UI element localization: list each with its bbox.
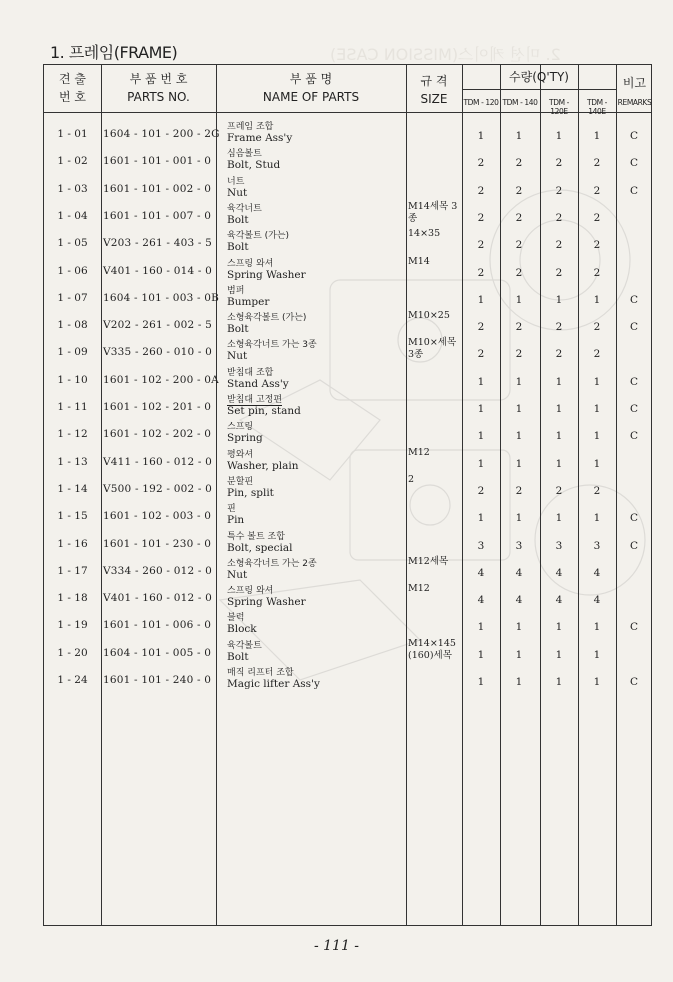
item-number: 1 - 03: [57, 182, 88, 195]
part-name-kr: 너트: [227, 176, 245, 187]
size-spec: M12: [408, 446, 430, 458]
qty-tdm-120: 2: [477, 239, 485, 252]
size-spec: 14×35: [408, 228, 441, 240]
qty-tdm-120: 1: [477, 403, 485, 415]
part-name-kr: 소형육각볼트 (가는): [227, 313, 307, 324]
item-number: 1 - 01: [57, 128, 88, 140]
qty-tdm-120: 2: [477, 484, 485, 497]
part-name-en: Block: [227, 623, 257, 636]
parts-number: 1601 - 101 - 006 - 0: [103, 619, 212, 632]
qty-tdm-120e: 3: [555, 539, 563, 552]
item-number: 1 - 11: [57, 401, 88, 413]
part-name-en: Spring: [227, 432, 263, 445]
item-number: 1 - 10: [57, 373, 88, 386]
qty-tdm-140e: 1: [593, 130, 601, 142]
qty-tdm-140e: 1: [593, 403, 601, 415]
part-name-en: Bolt: [227, 241, 249, 254]
qty-tdm-140e: 2: [593, 321, 601, 334]
remark: C: [629, 403, 639, 415]
part-name-kr: 블럭: [227, 613, 245, 624]
part-name-kr: 육각볼트 (가는): [227, 231, 290, 242]
qty-tdm-140e: 3: [593, 539, 601, 552]
qty-tdm-120e: 2: [555, 184, 563, 197]
parts-number: 1601 - 102 - 201 - 0: [103, 401, 212, 413]
qty-tdm-140: 2: [515, 239, 523, 252]
header-model-tdm-140: TDM - 140: [502, 98, 538, 107]
table-row: [44, 504, 651, 531]
qty-tdm-120e: 1: [555, 621, 563, 634]
parts-number: V411 - 160 - 012 - 0: [103, 455, 213, 468]
parts-number: 1604 - 101 - 005 - 0: [103, 646, 212, 659]
part-name-kr: 심음볼트: [227, 149, 262, 160]
part-name-en: Pin: [227, 514, 245, 527]
table-row: [44, 473, 651, 504]
header-remarks-kr: 비고: [622, 76, 647, 90]
remark: C: [629, 512, 639, 525]
item-number: 1 - 20: [57, 646, 88, 659]
item-number: 1 - 15: [57, 510, 88, 523]
qty-tdm-120: 1: [477, 457, 485, 470]
qty-tdm-140e: 1: [593, 430, 601, 443]
table-row: [44, 122, 651, 149]
qty-tdm-140: 4: [515, 594, 523, 607]
part-name-en: Bolt, Stud: [227, 159, 281, 172]
qty-tdm-120: 1: [477, 130, 485, 142]
part-name-kr: 핀: [227, 504, 236, 515]
qty-tdm-140e: 2: [593, 266, 601, 279]
table-row: [44, 555, 651, 586]
page-number: - 111 -: [313, 938, 360, 954]
qty-tdm-120e: 2: [555, 211, 563, 224]
part-name-en: Washer, plain: [227, 459, 299, 472]
qty-tdm-120e: 2: [555, 239, 563, 252]
item-number: 1 - 06: [57, 264, 88, 277]
qty-tdm-120: 2: [477, 266, 485, 279]
item-number: 1 - 08: [57, 319, 88, 332]
parts-number: 1601 - 102 - 202 - 0: [103, 428, 212, 441]
qty-tdm-140: 4: [515, 566, 523, 579]
table-row: [44, 395, 651, 422]
qty-tdm-140: 1: [515, 457, 523, 470]
qty-tdm-140e: 4: [593, 566, 601, 579]
parts-number: V334 - 260 - 012 - 0: [103, 564, 213, 577]
part-name-en: Spring Washer: [227, 596, 306, 609]
part-name-en: Nut: [227, 350, 248, 363]
header-parts-no-kr: 부 품 번 호: [129, 72, 188, 86]
part-name-kr: 육각볼트: [227, 640, 262, 651]
qty-tdm-120: 1: [477, 430, 485, 443]
qty-tdm-120e: 1: [555, 676, 563, 688]
qty-tdm-140e: 2: [593, 211, 601, 224]
qty-tdm-120e: 1: [555, 293, 563, 306]
item-number: 1 - 18: [57, 592, 88, 605]
header-no-kr: 견 출: [59, 72, 86, 86]
table-row: [44, 310, 651, 340]
qty-tdm-140e: 4: [593, 594, 601, 607]
qty-tdm-120: 1: [477, 512, 485, 525]
qty-tdm-120e: 1: [555, 130, 563, 142]
table-row: [44, 446, 651, 477]
qty-tdm-120: 1: [477, 621, 485, 634]
qty-tdm-120: 1: [477, 648, 485, 661]
qty-tdm-120e: 2: [555, 266, 563, 279]
parts-number: 1601 - 101 - 240 - 0: [103, 674, 212, 686]
parts-number: V401 - 160 - 012 - 0: [103, 592, 213, 605]
qty-tdm-140: 1: [515, 676, 523, 688]
item-number: 1 - 16: [57, 537, 88, 550]
qty-tdm-140: 1: [515, 130, 523, 142]
part-name-kr: 스프링 와셔: [227, 258, 274, 269]
header-remarks: REMARKS: [617, 98, 652, 107]
part-name-kr: 매직 리프터 조합: [227, 668, 294, 678]
qty-tdm-120e: 2: [555, 484, 563, 497]
parts-table: [43, 64, 652, 926]
page-title: 1. 프레임(FRAME): [50, 43, 178, 62]
item-number: 1 - 07: [57, 291, 88, 304]
parts-number: V401 - 160 - 014 - 0: [103, 264, 213, 277]
qty-tdm-120e: 2: [555, 157, 563, 170]
parts-number: V335 - 260 - 010 - 0: [103, 346, 213, 359]
size-spec: M12세목: [408, 555, 449, 567]
qty-tdm-120: 2: [477, 184, 485, 197]
item-number: 1 - 05: [57, 237, 88, 250]
remark: C: [629, 539, 639, 552]
parts-number: 1601 - 101 - 007 - 0: [103, 209, 212, 222]
table-row: [44, 532, 651, 559]
item-number: 1 - 02: [57, 155, 88, 168]
item-number: 1 - 04: [57, 209, 88, 222]
part-name-en: Pin, split: [227, 486, 274, 499]
size-spec: M14×145 (160)세목: [408, 637, 456, 661]
ghost-title: 2. 미션 케이스(MISSION CASE): [330, 45, 561, 64]
table-row: [44, 255, 651, 286]
qty-tdm-120: 2: [477, 211, 485, 224]
table-row: [44, 286, 651, 313]
qty-tdm-140: 2: [515, 184, 523, 197]
remark: C: [629, 430, 639, 443]
part-name-kr: 소형육각너트 가는 2종: [227, 558, 317, 569]
remark: C: [629, 676, 639, 688]
qty-tdm-120e: 1: [555, 512, 563, 525]
qty-tdm-120e: 1: [555, 403, 563, 415]
qty-tdm-140: 2: [515, 266, 523, 279]
parts-number: 1601 - 102 - 003 - 0: [103, 510, 212, 523]
part-name-kr: 범퍼: [227, 285, 245, 296]
remark: C: [629, 130, 639, 142]
table-row: [44, 177, 651, 204]
qty-tdm-120: 1: [477, 375, 485, 388]
header-size-kr: 규 격: [420, 74, 448, 88]
part-name-en: Bolt, special: [227, 541, 293, 554]
parts-number: 1601 - 101 - 002 - 0: [103, 182, 212, 195]
part-name-kr: 육각너트: [227, 203, 262, 214]
parts-number: V203 - 261 - 403 - 5: [103, 237, 213, 250]
qty-tdm-140: 1: [515, 430, 523, 443]
header-name-of-parts: NAME OF PARTS: [262, 90, 360, 104]
size-spec: M14세목 3종: [408, 200, 458, 224]
qty-tdm-140: 1: [515, 621, 523, 634]
parts-number: 1604 - 101 - 200 - 2G: [103, 128, 220, 140]
item-number: 1 - 24: [57, 674, 88, 686]
parts-number: V202 - 261 - 002 - 5: [103, 319, 213, 332]
part-name-kr: 스프링 와셔: [227, 586, 274, 597]
qty-tdm-140: 1: [515, 293, 523, 306]
qty-tdm-120: 4: [477, 594, 485, 607]
size-spec: M10×세목 3종: [408, 337, 457, 361]
part-name-en: Stand Ass'y: [227, 377, 289, 390]
table-row: [44, 337, 651, 367]
part-name-en: Frame Ass'y: [227, 132, 293, 144]
qty-tdm-120e: 4: [555, 594, 563, 607]
header-size: SIZE: [420, 92, 448, 106]
parts-number: 1601 - 102 - 200 - 0A: [103, 373, 219, 386]
item-number: 1 - 09: [57, 346, 88, 359]
qty-tdm-140e: 2: [593, 348, 601, 361]
part-name-en: Bumper: [227, 295, 270, 308]
qty-tdm-120: 1: [477, 676, 485, 688]
part-name-en: Nut: [227, 186, 248, 199]
qty-tdm-120: 2: [477, 348, 485, 361]
remark: C: [629, 621, 639, 634]
qty-tdm-140: 2: [515, 157, 523, 170]
qty-tdm-140e: 2: [593, 184, 601, 197]
parts-number: 1601 - 101 - 230 - 0: [103, 537, 212, 550]
item-number: 1 - 17: [57, 564, 88, 577]
qty-tdm-140: 2: [515, 484, 523, 497]
part-name-kr: 평와셔: [227, 449, 254, 460]
qty-tdm-140: 1: [515, 375, 523, 388]
part-name-en: Set pin, stand: [227, 405, 301, 417]
header-qty: 수량(Q'TY): [509, 70, 569, 84]
qty-tdm-140e: 2: [593, 157, 601, 170]
qty-tdm-140e: 1: [593, 621, 601, 634]
part-name-en: Spring Washer: [227, 268, 306, 281]
header-model-tdm-120e: TDM - 120E: [549, 98, 569, 116]
qty-tdm-140: 2: [515, 348, 523, 361]
qty-tdm-140: 3: [515, 539, 523, 552]
header-model-tdm-120: TDM - 120: [463, 98, 499, 107]
remark: C: [629, 293, 639, 306]
table-row: [44, 200, 651, 231]
item-number: 1 - 13: [57, 455, 88, 468]
part-name-en: Bolt: [227, 650, 249, 663]
qty-tdm-140: 2: [515, 211, 523, 224]
table-row: [44, 583, 651, 613]
qty-tdm-140e: 1: [593, 676, 601, 688]
qty-tdm-120e: 1: [555, 375, 563, 388]
item-number: 1 - 14: [57, 482, 88, 495]
parts-number: 1604 - 101 - 003 - 0B: [103, 291, 220, 304]
item-number: 1 - 12: [57, 428, 88, 441]
header-name-kr: 부 품 명: [289, 72, 333, 86]
qty-tdm-140e: 1: [593, 512, 601, 525]
remark: C: [629, 184, 639, 197]
table-row: [44, 668, 651, 695]
size-spec: M12: [408, 583, 430, 595]
qty-tdm-120: 2: [477, 157, 485, 170]
item-number: 1 - 19: [57, 619, 88, 632]
qty-tdm-140e: 1: [593, 648, 601, 661]
table-row: [44, 228, 651, 258]
parts-number: V500 - 192 - 002 - 0: [103, 482, 213, 495]
qty-tdm-120e: 1: [555, 430, 563, 443]
size-spec: M14: [408, 255, 430, 267]
qty-tdm-140: 1: [515, 403, 523, 415]
qty-tdm-120: 3: [477, 539, 485, 552]
qty-tdm-120: 2: [477, 321, 485, 334]
remark: C: [629, 321, 639, 334]
qty-tdm-120e: 4: [555, 566, 563, 579]
part-name-en: Magic lifter Ass'y: [227, 678, 320, 690]
part-name-kr: 스프링: [227, 422, 254, 433]
header-no-kr-2: 번 호: [59, 90, 86, 104]
part-name-kr: 소형육각너트 가는 3종: [227, 340, 317, 351]
qty-tdm-120e: 1: [555, 648, 563, 661]
remark: C: [629, 375, 639, 388]
qty-tdm-140e: 1: [593, 457, 601, 470]
table-row: [44, 422, 651, 449]
part-name-kr: 특수 볼트 조합: [227, 531, 285, 542]
qty-tdm-120: 1: [477, 293, 485, 306]
part-name-en: Nut: [227, 568, 248, 581]
part-name-kr: 프레임 조합: [227, 122, 274, 132]
header-parts-no: PARTS NO.: [127, 90, 190, 104]
size-spec: 2: [408, 473, 415, 485]
qty-tdm-120: 4: [477, 566, 485, 579]
qty-tdm-120e: 2: [555, 321, 563, 334]
header-model-tdm-140e: TDM - 140E: [587, 98, 607, 116]
qty-tdm-140e: 1: [593, 375, 601, 388]
part-name-en: Bolt: [227, 213, 249, 226]
part-name-kr: 분할핀: [227, 476, 254, 487]
qty-tdm-140e: 2: [593, 239, 601, 252]
qty-tdm-140: 2: [515, 321, 523, 334]
part-name-en: Bolt: [227, 323, 249, 336]
qty-tdm-140: 1: [515, 648, 523, 661]
qty-tdm-140e: 1: [593, 293, 601, 306]
qty-tdm-140e: 2: [593, 484, 601, 497]
qty-tdm-120e: 1: [555, 457, 563, 470]
qty-tdm-120e: 2: [555, 348, 563, 361]
part-name-kr: 받침대 고정편: [227, 392, 282, 406]
table-row: [44, 637, 651, 668]
qty-tdm-140: 1: [515, 512, 523, 525]
table-row: [44, 613, 651, 640]
remark: C: [629, 157, 639, 170]
parts-number: 1601 - 101 - 001 - 0: [103, 155, 212, 168]
part-name-kr: 받침대 조합: [227, 367, 274, 378]
table-row: [44, 368, 651, 395]
size-spec: M10×25: [408, 310, 450, 322]
table-row: [44, 149, 651, 176]
